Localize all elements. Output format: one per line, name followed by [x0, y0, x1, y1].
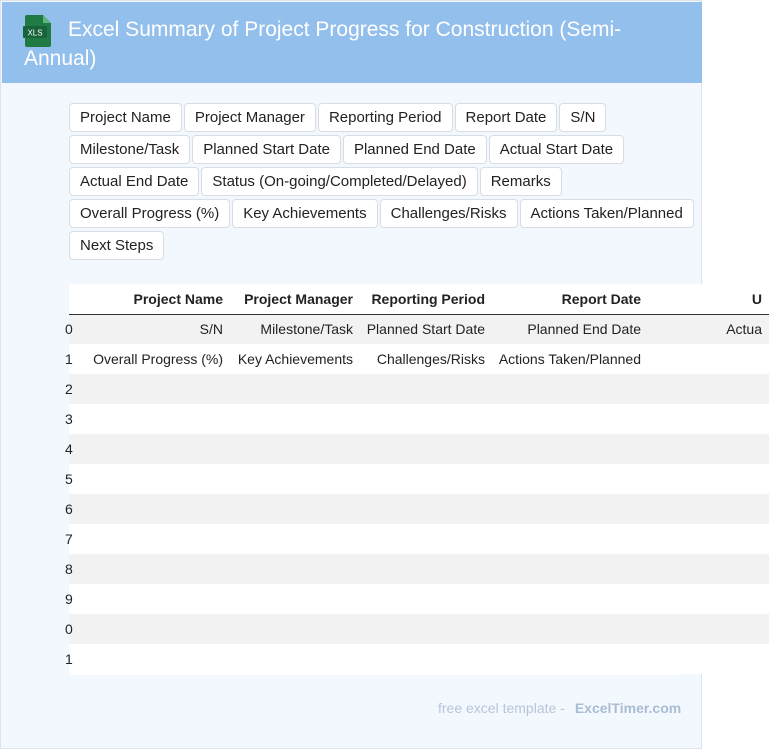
table-cell [75, 494, 230, 524]
table-cell [230, 434, 360, 464]
table-cell [492, 524, 648, 554]
field-tag[interactable]: Planned End Date [343, 135, 487, 164]
table-row [69, 404, 769, 434]
table-row [69, 434, 769, 464]
table-cell [360, 404, 492, 434]
footer-text: free excel template - [438, 700, 565, 716]
table-cell [648, 434, 769, 464]
row-index-label: 9 [65, 591, 73, 607]
table-cell: Milestone/Task [230, 314, 360, 344]
table-cell [648, 614, 769, 644]
table-cell [230, 524, 360, 554]
table-cell [492, 464, 648, 494]
table-row [69, 584, 769, 614]
column-header: Reporting Period [360, 284, 492, 314]
table-cell [75, 554, 230, 584]
table-row [69, 314, 769, 344]
table-cell [360, 464, 492, 494]
row-index-label: 1 [65, 351, 73, 367]
field-tag[interactable]: Milestone/Task [69, 135, 190, 164]
table-cell [360, 524, 492, 554]
table-cell [75, 464, 230, 494]
table-cell [360, 374, 492, 404]
table-cell [648, 524, 769, 554]
field-tag[interactable]: Remarks [480, 167, 562, 196]
table-cell [648, 584, 769, 614]
table-cell: Planned End Date [492, 314, 648, 344]
field-tag[interactable]: Actual End Date [69, 167, 199, 196]
field-tag[interactable]: Project Manager [184, 103, 316, 132]
table-cell [492, 374, 648, 404]
table-cell [75, 614, 230, 644]
column-header: Project Manager [230, 284, 360, 314]
table-cell [230, 584, 360, 614]
table-cell [230, 404, 360, 434]
table-cell [360, 494, 492, 524]
table-row [69, 344, 769, 374]
table-cell [492, 434, 648, 464]
table-cell [230, 614, 360, 644]
table-cell [648, 344, 769, 374]
table-cell [360, 614, 492, 644]
table-cell [75, 644, 230, 674]
table-cell: Actua [648, 314, 769, 344]
table-cell [230, 374, 360, 404]
table-row [69, 614, 769, 644]
row-index-label: 6 [65, 501, 73, 517]
table-row [69, 554, 769, 584]
row-index-label: 0 [65, 321, 73, 338]
page-title: Excel Summary of Project Progress for Construction (Semi-Annual) [24, 18, 622, 70]
table-cell [492, 554, 648, 584]
field-tag[interactable]: Status (On-going/Completed/Delayed) [201, 167, 477, 196]
field-tag[interactable]: Key Achievements [232, 199, 377, 228]
footer [438, 700, 681, 716]
table-cell [75, 524, 230, 554]
table-cell: Planned Start Date [360, 314, 492, 344]
table-row [69, 524, 769, 554]
table-cell [492, 494, 648, 524]
field-tag[interactable]: Planned Start Date [192, 135, 341, 164]
column-header: U [648, 284, 769, 314]
field-tag[interactable]: Report Date [455, 103, 558, 132]
row-index-label: 1 [65, 651, 73, 667]
table-cell [360, 434, 492, 464]
table-cell: Key Achievements [230, 344, 360, 374]
table-cell [230, 644, 360, 674]
field-tag[interactable]: Overall Progress (%) [69, 199, 230, 228]
row-index-label: 8 [65, 561, 73, 577]
table-cell: Actions Taken/Planned [492, 344, 648, 374]
table-cell [492, 584, 648, 614]
row-index-label: 0 [65, 621, 73, 637]
spreadsheet-preview [65, 284, 762, 675]
data-table [65, 284, 769, 674]
table-cell [75, 434, 230, 464]
table-cell [648, 464, 769, 494]
table-cell: S/N [75, 314, 230, 344]
table-cell [360, 644, 492, 674]
table-cell [648, 644, 769, 674]
table-cell [648, 554, 769, 584]
table-cell [230, 554, 360, 584]
field-tag[interactable]: Actions Taken/Planned [520, 199, 694, 228]
row-index-label: 4 [65, 441, 73, 457]
row-index-label: 5 [65, 471, 73, 487]
row-index-label: 2 [65, 381, 73, 397]
field-tag-list [69, 103, 695, 260]
field-tag[interactable]: Actual Start Date [489, 135, 624, 164]
table-row [69, 374, 769, 404]
table-cell [75, 374, 230, 404]
footer-brand-link[interactable]: ExcelTimer.com [574, 700, 682, 716]
table-cell [230, 464, 360, 494]
table-cell [648, 494, 769, 524]
field-tag[interactable]: Next Steps [69, 231, 164, 260]
table-header-row [69, 284, 769, 314]
table-cell [360, 584, 492, 614]
table-cell [492, 404, 648, 434]
table-cell [492, 644, 648, 674]
table-cell [230, 494, 360, 524]
field-tag[interactable]: Challenges/Risks [380, 199, 518, 228]
svg-text:XLS: XLS [27, 28, 43, 38]
row-index-label: 3 [65, 411, 73, 427]
table-cell [492, 614, 648, 644]
table-row [69, 644, 769, 674]
field-tag[interactable]: Reporting Period [318, 103, 453, 132]
table-cell: Challenges/Risks [360, 344, 492, 374]
page-header [2, 2, 702, 83]
field-tag[interactable]: Project Name [69, 103, 182, 132]
table-cell [648, 404, 769, 434]
column-header: Report Date [492, 284, 648, 314]
table-cell [360, 554, 492, 584]
table-row [69, 464, 769, 494]
column-header: Project Name [75, 284, 230, 314]
row-index-label: 7 [65, 531, 73, 547]
table-cell [75, 404, 230, 434]
table-cell [75, 584, 230, 614]
table-row [69, 494, 769, 524]
table-cell [648, 374, 769, 404]
table-cell: Overall Progress (%) [75, 344, 230, 374]
field-tag[interactable]: S/N [559, 103, 606, 132]
